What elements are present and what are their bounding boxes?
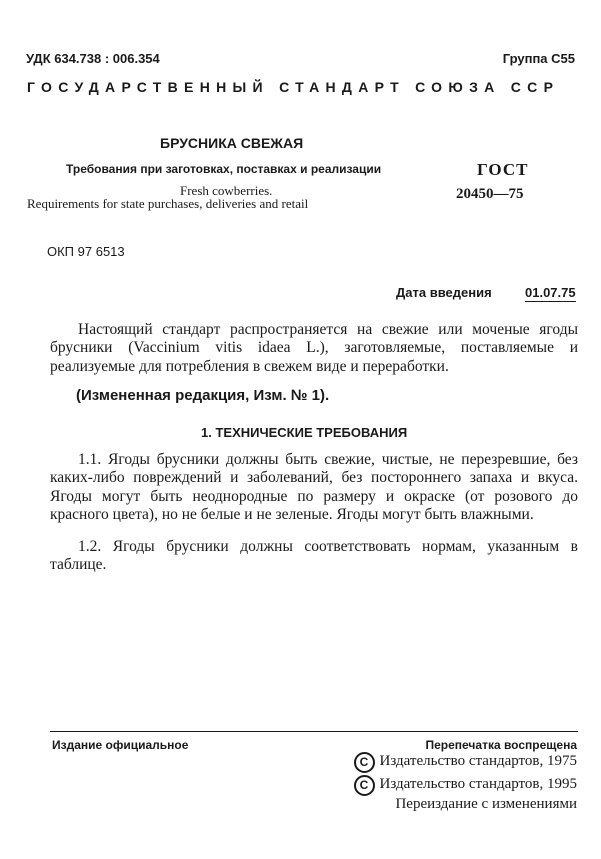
group-code: Группа С55 xyxy=(502,51,575,66)
copyright-icon: С xyxy=(354,752,375,773)
footer-divider xyxy=(50,731,578,732)
english-title-line-1: Fresh cowberries. xyxy=(180,183,273,198)
intro-paragraph: Настоящий стандарт распространяется на свежие или моченые ягоды брусники (Vaccinium vitis idaea L.), заготовляемые, поставляемые и реализуемые для потребления в свежем виде и переработки. xyxy=(50,321,578,375)
copyright-text-1: Издательство стандартов, 1975 xyxy=(379,753,577,769)
udk-code: УДК 634.738 : 006.354 xyxy=(26,51,160,66)
introduction-date: 01.07.75 xyxy=(525,285,576,300)
document-title: БРУСНИКА СВЕЖАЯ xyxy=(160,135,304,151)
gost-number: 20450—75 xyxy=(456,186,524,202)
edition-note: Издание официальное xyxy=(52,738,189,752)
republication-note: Переиздание с изменениями xyxy=(395,796,577,812)
clause-1-2: 1.2. Ягоды брусники должны соответствовать нормам, указанным в таблице. xyxy=(50,538,578,574)
clause-1-1: 1.1. Ягоды брусники должны быть свежие, чистые, не перезревшие, без каких-либо повреждений и заболеваний, без постороннего запаха и вкуса. Ягоды могут быть неоднородные по размеру и окраске (от розового до красного цвета), но не белые и не зеленые. Ягоды могут быть влажными. xyxy=(50,451,578,523)
state-standard-heading: ГОСУДАРСТВЕННЫЙ СТАНДАРТ СОЮЗА ССР xyxy=(27,79,560,95)
copyright-icon: С xyxy=(354,775,375,796)
amendment-note: (Измененная редакция, Изм. № 1). xyxy=(76,387,330,404)
english-title-line-2: Requirements for state purchases, deliveries and retail xyxy=(27,196,309,211)
copyright-line-2 xyxy=(354,775,577,796)
copyright-line-1 xyxy=(354,752,577,773)
okp-code: ОКП 97 6513 xyxy=(47,244,125,259)
copyright-text-2: Издательство стандартов, 1995 xyxy=(379,776,577,792)
gost-label: ГОСТ xyxy=(477,160,529,179)
introduction-date-label: Дата введения xyxy=(396,285,492,300)
reprint-note: Перепечатка воспрещена xyxy=(425,738,577,752)
section-heading: 1. ТЕХНИЧЕСКИЕ ТРЕБОВАНИЯ xyxy=(201,425,408,440)
document-subtitle: Требования при заготовках, поставках и реализации xyxy=(66,162,382,176)
